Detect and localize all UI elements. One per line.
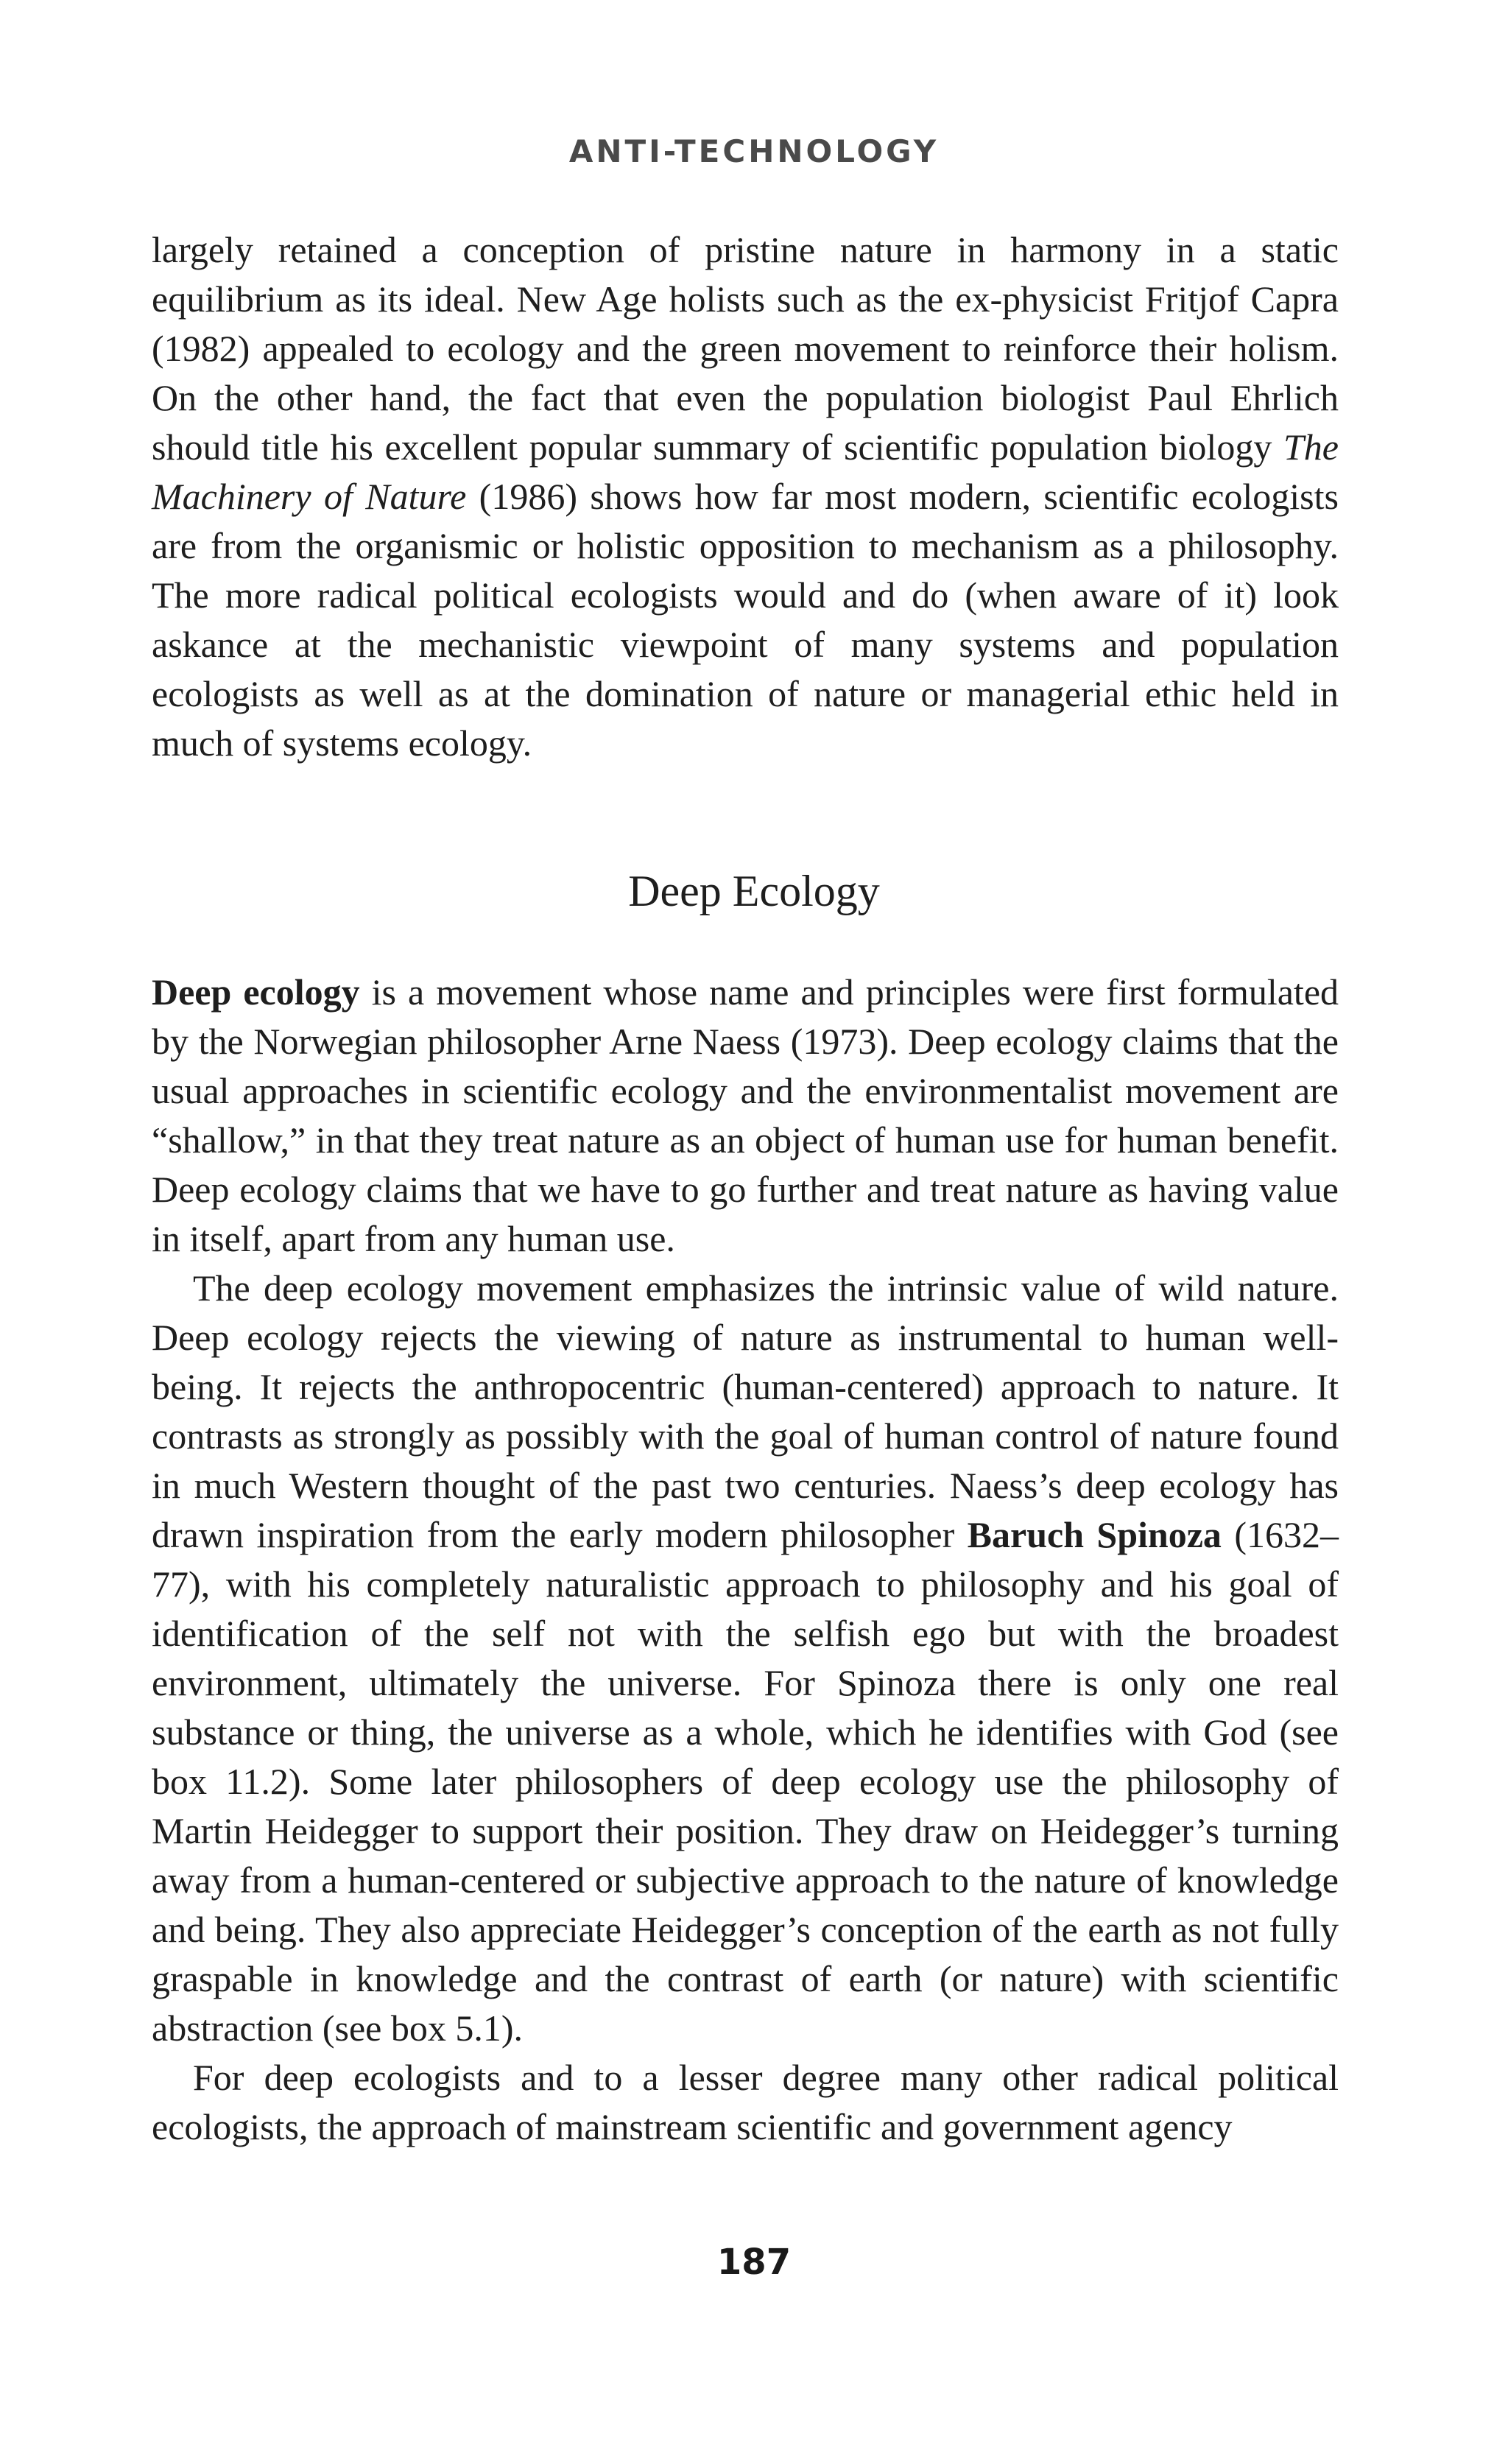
paragraph-text: is a movement whose name and principles were first formulated by the Norwegian philosopher Arne Naess (1973). Deep ecology claims that the usual approaches in scientific ecology and the environmentalist movement are “shallow,” in that they treat nature as an object of human use for human benefit. Deep ecology claims that we have to go further and treat nature as having value in itself, apart from any human use. — [152, 971, 1339, 1259]
text-block-deep-ecology — [152, 968, 1339, 2152]
paragraph-text: largely retained a conception of pristine nature in harmony in a static equilibrium as its ideal. New Age holists such as the ex-physicist Fritjof Capra (1982) appealed to ecology and the green movement to reinforce their holism. On the other hand, the fact that even the population biologist Paul Ehrlich should title his excellent popular summary of scientific population biology — [152, 229, 1339, 468]
paragraph-definition — [152, 968, 1339, 1264]
running-head: ANTI-TECHNOLOGY — [568, 133, 940, 169]
page-number: 187 — [716, 2242, 792, 2283]
paragraph-text: The deep ecology movement emphasizes the intrinsic value of wild nature. Deep ecology rejects the viewing of nature as instrumental to human well-being. It rejects the anthropocentric (human-centered) approach to nature. It contrasts as strongly as possibly with the goal of human control of nature found in much Western thought of the past two centuries. Naess’s deep ecology has drawn inspiration from the early modern philosopher — [152, 1267, 1339, 1555]
paragraph-ecology-holism — [152, 225, 1339, 768]
paragraph-intrinsic-value — [152, 1264, 1339, 2053]
key-term: Deep ecology — [152, 971, 360, 1013]
book-title: The Machinery of Nature — [152, 426, 1339, 517]
paragraph-text: (1632–77), with his completely naturalistic approach to philosophy and his goal of identification of the self not with the selfish ego but with the broadest environment, ultimately the universe. For Spinoza there is only one real substance or thing, the universe as a whole, which he identifies with God (see box 11.2). Some later philosophers of deep ecology use the philosophy of Martin Heidegger to support their position. They draw on Heidegger’s turning away from a human-centered or subjective approach to the nature of knowledge and being. They also appreciate Heidegger’s conception of the earth as not fully graspable in knowledge and the contrast of earth (or nature) with scientific abstraction (see box 5.1). — [152, 1514, 1339, 2049]
paragraph-text: (1986) shows how far most modern, scientific ecologists are from the organismic or holistic opposition to mechanism as a philosophy. The more radical political ecologists would and do (when aware of it) look askance at the mechanistic viewpoint of many systems and population ecologists as well as at the domination of nature or managerial ethic held in much of systems ecology. — [152, 476, 1339, 764]
key-term: Baruch Spinoza — [967, 1514, 1222, 1555]
paragraph-mainstream-approach: For deep ecologists and to a lesser degree many other radical political ecologists, the approach of mainstream scientific and government agency — [152, 2057, 1339, 2147]
section-heading: Deep Ecology — [628, 867, 880, 915]
text-block-intro — [152, 225, 1339, 768]
